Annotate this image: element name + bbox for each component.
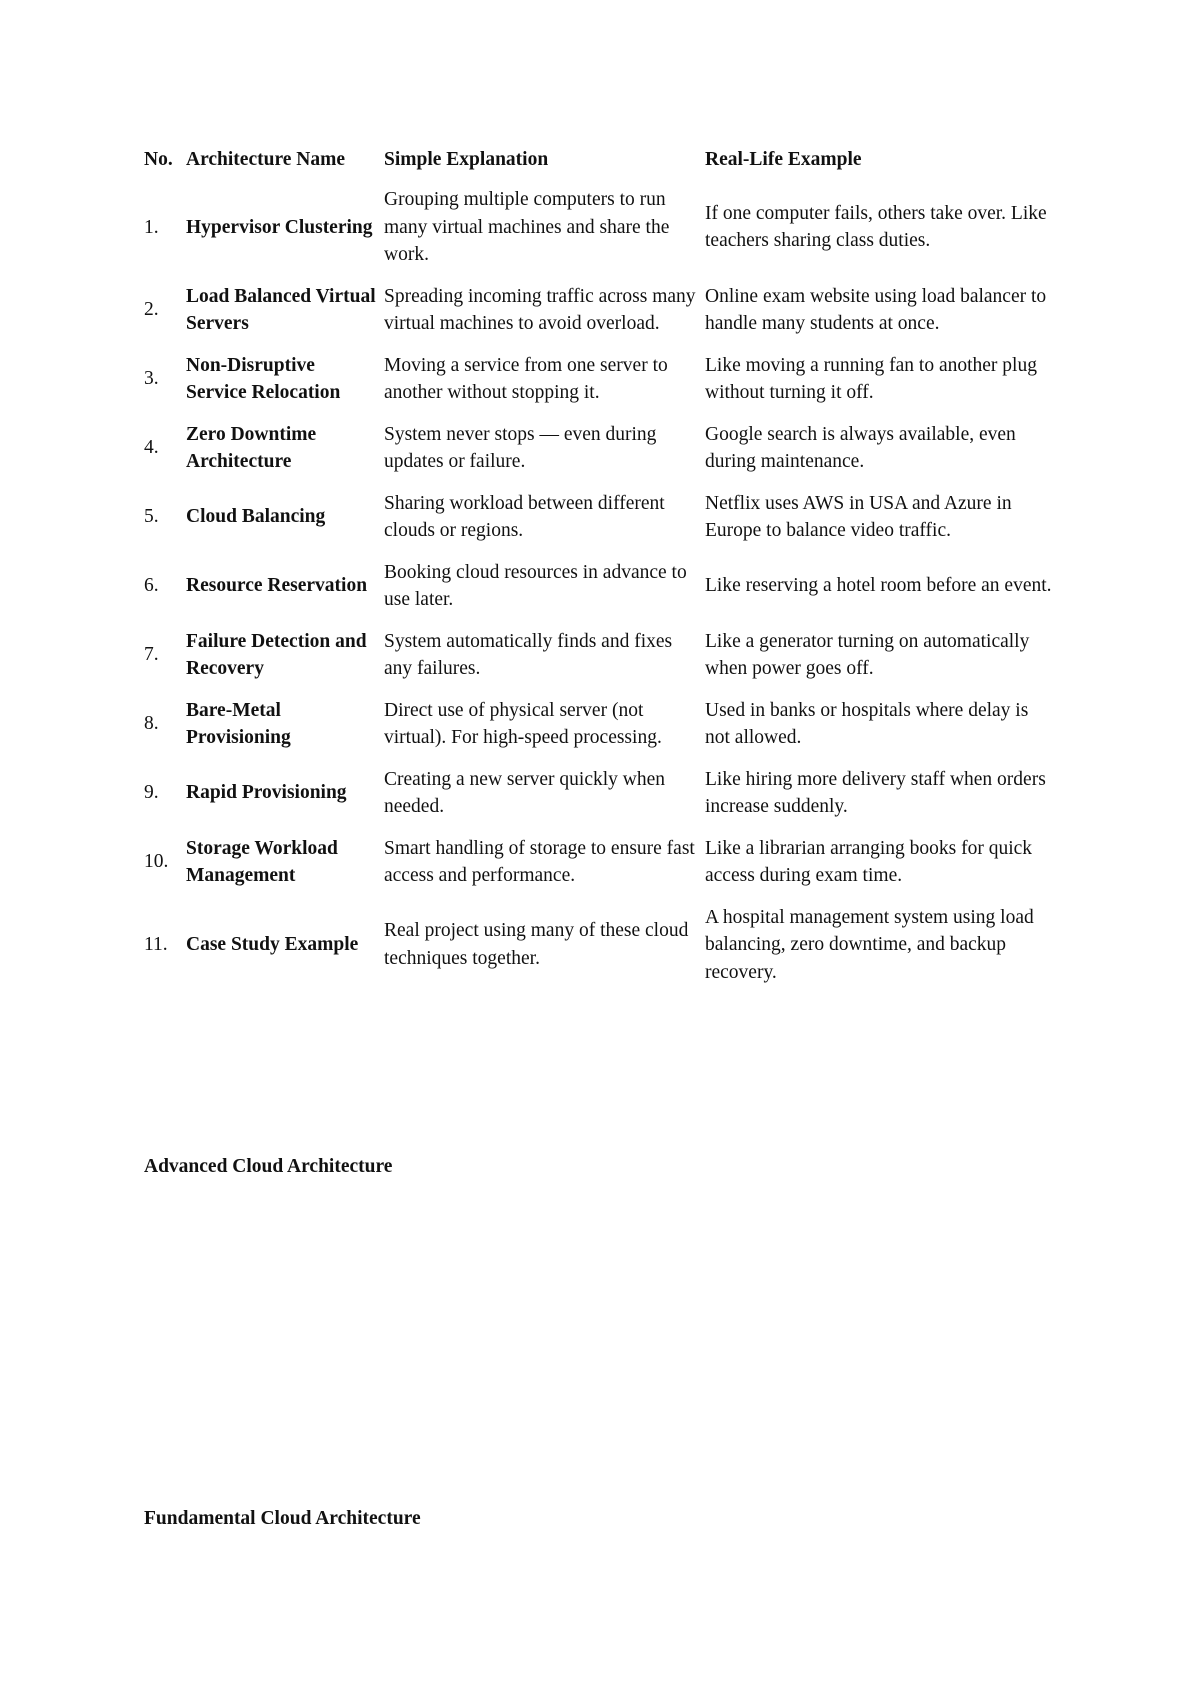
row-number: 5. [144,506,159,528]
row-number: 3. [144,368,159,390]
real-life-example: Like reserving a hotel room before an event. [705,575,1052,597]
simple-explanation: System never stops — even during updates or failure. [384,423,657,472]
real-life-example: Like a librarian arranging books for quick access during exam time. [705,837,1033,886]
real-life-example: Like a generator turning on automatically when power goes off. [705,630,1030,679]
architecture-name: Resource Reservation [186,575,368,597]
simple-explanation: Sharing workload between different clouds or regions. [384,492,665,541]
table-row [144,484,1064,553]
table-row [144,553,1064,622]
real-life-example: If one computer fails, others take over. Like teachers sharing class duties. [705,202,1047,252]
real-life-example: Used in banks or hospitals where delay is not allowed. [705,699,1029,748]
simple-explanation: Real project using many of these cloud techniques together. [384,920,689,969]
header-no: No. [144,149,173,170]
row-number: 11. [144,934,168,955]
table-row [144,691,1064,760]
heading-advanced-cloud-architecture: Advanced Cloud Architecture [144,1156,393,1177]
architecture-name: Case Study Example [186,934,359,955]
architecture-name: Storage Workload Management [186,837,338,886]
row-number: 9. [144,782,159,804]
simple-explanation: Booking cloud resources in advance to use later. [384,561,687,610]
architecture-name: Cloud Balancing [186,506,326,528]
real-life-example: A hospital management system using load balancing, zero downtime, and backup recovery. [705,906,1034,983]
simple-explanation: System automatically finds and fixes any failures. [384,630,673,679]
header-architecture-name: Architecture Name [186,149,346,170]
table-row [144,898,1064,995]
table-row [144,277,1064,346]
real-life-example: Online exam website using load balancer to handle many students at once. [705,285,1047,334]
table-row [144,622,1064,691]
row-number: 8. [144,713,159,735]
header-real-life-example: Real-Life Example [705,149,862,170]
table-row [144,180,1064,277]
architecture-name: Rapid Provisioning [186,782,347,804]
header-simple-explanation: Simple Explanation [384,149,549,170]
row-number: 2. [144,299,159,321]
row-number: 6. [144,575,159,597]
simple-explanation: Smart handling of storage to ensure fast access and performance. [384,837,695,886]
table-row [144,829,1064,898]
real-life-example: Like moving a running fan to another plug without turning it off. [705,354,1037,403]
simple-explanation: Moving a service from one server to another without stopping it. [384,354,668,403]
simple-explanation: Direct use of physical server (not virtual). For high-speed processing. [384,699,662,748]
heading-fundamental-cloud-architecture: Fundamental Cloud Architecture [144,1508,421,1529]
simple-explanation: Grouping multiple computers to run many virtual machines and share the work. [384,189,670,265]
architecture-name: Bare-Metal Provisioning [186,699,291,748]
simple-explanation: Creating a new server quickly when needed. [384,768,666,817]
architecture-name: Hypervisor Clustering [186,216,373,238]
real-life-example: Like hiring more delivery staff when orders increase suddenly. [705,768,1046,817]
table-row [144,415,1064,484]
row-number: 4. [144,437,159,459]
row-number: 10. [144,851,169,873]
architecture-name: Failure Detection and Recovery [186,630,367,679]
architecture-table [144,146,1064,994]
simple-explanation: Spreading incoming traffic across many virtual machines to avoid overload. [384,285,696,334]
row-number: 1. [144,216,159,238]
row-number: 7. [144,644,159,666]
table-row [144,346,1064,415]
architecture-name: Non-Disruptive Service Relocation [186,354,341,403]
table-header-row [144,146,1064,180]
real-life-example: Google search is always available, even during maintenance. [705,423,1016,472]
architecture-name: Load Balanced Virtual Servers [186,285,376,334]
architecture-name: Zero Downtime Architecture [186,423,317,472]
real-life-example: Netflix uses AWS in USA and Azure in Europe to balance video traffic. [705,492,1012,541]
table-row [144,760,1064,829]
